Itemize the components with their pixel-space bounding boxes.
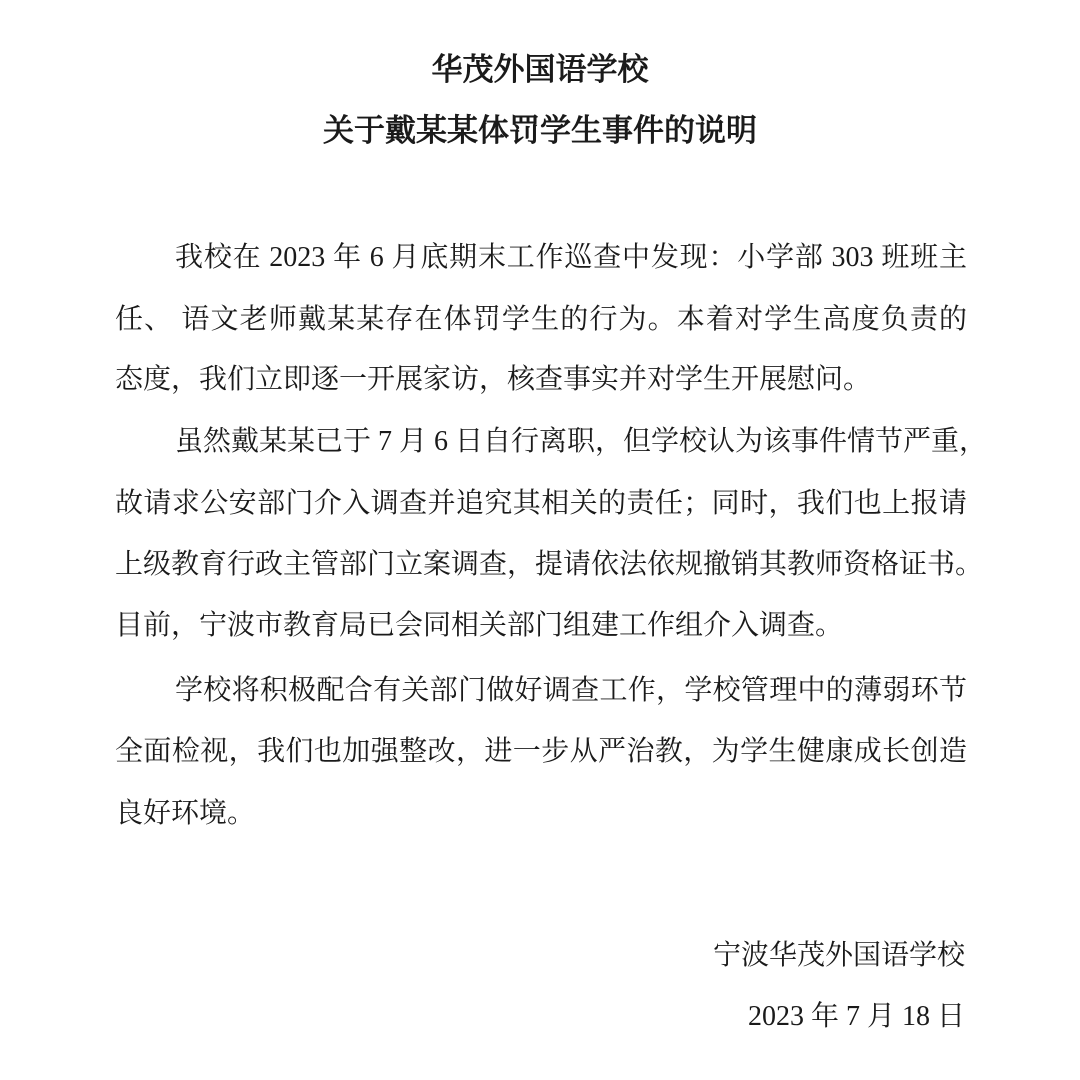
- text-line: 学校将积极配合有关部门做好调查工作，学校管理中的薄弱环节: [175, 675, 967, 706]
- text-line: 全面检视，我们也加强整改，进一步从严治教，为学生健康成长创造: [115, 736, 967, 767]
- signature-organization: 宁波华茂外国语学校: [712, 940, 965, 971]
- text-line: 上级教育行政主管部门立案调查，提请依法依规撤销其教师资格证书。: [115, 549, 984, 580]
- text-line: 目前，宁波市教育局已会同相关部门组建工作组介入调查。: [115, 610, 844, 641]
- document-title: 华茂外国语学校: [431, 52, 649, 87]
- document-subtitle: 关于戴某某体罚学生事件的说明: [323, 113, 757, 148]
- text-line: 任、 语文老师戴某某存在体罚学生的行为。本着对学生高度负责的: [115, 304, 967, 335]
- text-line: 虽然戴某某已于 7 月 6 日自行离职，但学校认为该事件情节严重，: [175, 426, 988, 457]
- text-line: 良好环境。: [115, 798, 256, 829]
- text-line: 态度，我们立即逐一开展家访，核查事实并对学生开展慰问。: [115, 364, 872, 395]
- signature-date: 2023 年 7 月 18 日: [747, 1001, 965, 1032]
- text-line: 我校在 2023 年 6 月底期末工作巡查中发现：小学部 303 班班主: [175, 242, 967, 273]
- text-line: 故请求公安部门介入调查并追究其相关的责任；同时，我们也上报请: [115, 488, 967, 519]
